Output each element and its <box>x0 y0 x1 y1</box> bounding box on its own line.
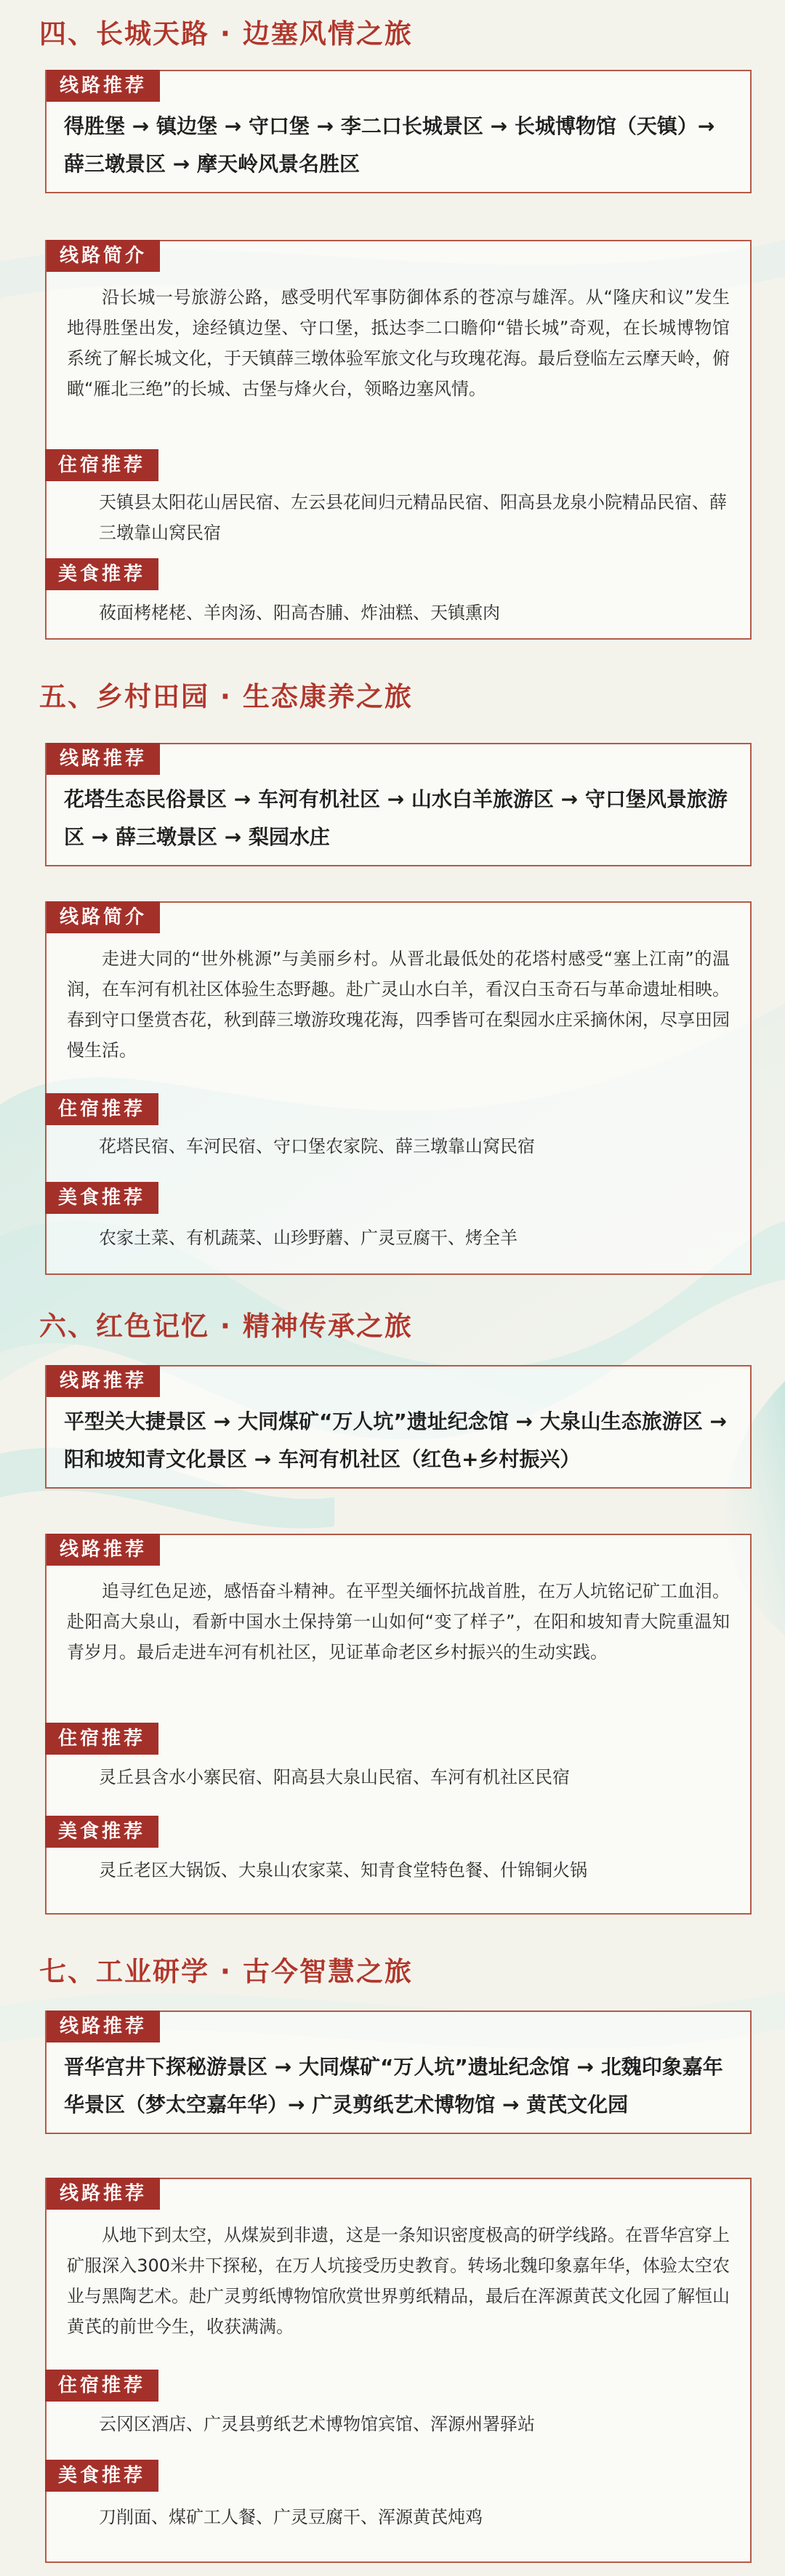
section-title: 七、工业研学 · 古今智慧之旅 <box>39 1956 413 1987</box>
stay-text: 云冈区酒店、广灵县剪纸艺术博物馆宾馆、浑源州署驿站 <box>99 2414 535 2434</box>
route-text: 花塔生态民俗景区 → 车河有机社区 → 山水白羊旅游区 → 守口堡风景旅游区 → 薛三墩景区 → 梨园水庄 <box>64 787 728 849</box>
route-text: 得胜堡 → 镇边堡 → 守口堡 → 李二口长城景区 → 长城博物馆（天镇）→ 薛三墩景区 → 摩天岭风景名胜区 <box>64 114 715 176</box>
food-text: 莜面栲栳栳、羊肉汤、阳高杏脯、炸油糕、天镇熏肉 <box>99 603 500 623</box>
stay-label: 住宿推荐 <box>45 449 158 481</box>
food-text: 灵丘老区大锅饭、大泉山农家菜、知青食堂特色餐、什锦铜火锅 <box>99 1860 587 1880</box>
intro-label: 线路简介 <box>47 240 160 272</box>
stay-label: 住宿推荐 <box>45 2370 158 2402</box>
route-text: 晋华宫井下探秘游景区 → 大同煤矿“万人坑”遗址纪念馆 → 北魏印象嘉年华景区（梦太空嘉年华）→ 广灵剪纸艺术博物馆 → 黄芪文化园 <box>64 2055 723 2117</box>
intro-text: 追寻红色足迹，感悟奋斗精神。在平型关缅怀抗战首胜，在万人坑铭记矿工血泪。赴阳高大泉山，看新中国水土保持第一山如何“变了样子”，在阳和坡知青大院重温知青岁月。最后走进车河有机社区，见证革命老区乡村振兴的生动实践。 <box>67 1581 730 1662</box>
info-box <box>45 240 752 640</box>
intro-text: 走进大同的“世外桃源”与美丽乡村。从晋北最低处的花塔村感受“塞上江南”的温润，在车河有机社区体验生态野趣。赴广灵山水白羊，看汉白玉奇石与革命遗址相映。春到守口堡赏杏花，秋到薛三墩游玫瑰花海，四季皆可在梨园水庄采摘休闲，尽享田园慢生活。 <box>67 949 730 1060</box>
section-title: 五、乡村田园 · 生态康养之旅 <box>39 681 413 712</box>
food-label: 美食推荐 <box>45 2460 158 2492</box>
stay-label: 住宿推荐 <box>45 1093 158 1125</box>
info-box <box>45 901 752 1275</box>
intro-label: 线路推荐 <box>47 1534 160 1566</box>
food-label: 美食推荐 <box>45 1182 158 1214</box>
info-box <box>45 2178 752 2563</box>
section-title: 六、红色记忆 · 精神传承之旅 <box>39 1311 413 1342</box>
food-text: 农家土菜、有机蔬菜、山珍野蘑、广灵豆腐干、烤全羊 <box>99 1228 518 1248</box>
stay-label: 住宿推荐 <box>45 1723 158 1755</box>
route-label: 线路推荐 <box>47 70 160 102</box>
route-text: 平型关大捷景区 → 大同煤矿“万人坑”遗址纪念馆 → 大泉山生态旅游区 → 阳和坡知青文化景区 → 车河有机社区（红色+乡村振兴） <box>64 1409 727 1471</box>
food-text: 刀削面、煤矿工人餐、广灵豆腐干、浑源黄芪炖鸡 <box>99 2507 483 2527</box>
route-label: 线路推荐 <box>47 2011 160 2042</box>
intro-label: 线路推荐 <box>47 2178 160 2210</box>
stay-text: 花塔民宿、车河民宿、守口堡农家院、薛三墩靠山窝民宿 <box>99 1136 535 1156</box>
info-box <box>45 1534 752 1915</box>
route-label: 线路推荐 <box>47 743 160 775</box>
stay-text: 灵丘县含水小寨民宿、阳高县大泉山民宿、车河有机社区民宿 <box>99 1767 570 1787</box>
route-box <box>45 2011 752 2134</box>
intro-label: 线路简介 <box>47 901 160 933</box>
intro-text: 沿长城一号旅游公路，感受明代军事防御体系的苍凉与雄浑。从“隆庆和议”发生地得胜堡出发，途经镇边堡、守口堡，抵达李二口瞻仰“错长城”奇观，在长城博物馆系统了解长城文化，于天镇薛三墩体验军旅文化与玫瑰花海。最后登临左云摩天岭，俯瞰“雁北三绝”的长城、古堡与烽火台，领略边塞风情。 <box>67 287 730 399</box>
food-label: 美食推荐 <box>45 558 158 590</box>
route-label: 线路推荐 <box>47 1365 160 1397</box>
section-title: 四、长城天路 · 边塞风情之旅 <box>39 18 413 49</box>
route-box <box>45 743 752 866</box>
food-label: 美食推荐 <box>45 1816 158 1848</box>
route-box <box>45 70 752 193</box>
intro-text: 从地下到太空，从煤炭到非遗，这是一条知识密度极高的研学线路。在晋华宫穿上矿服深入300米井下探秘，在万人坑接受历史教育。转场北魏印象嘉年华，体验太空农业与黑陶艺术。赴广灵剪纸博物馆欣赏世界剪纸精品，最后在浑源黄芪文化园了解恒山黄芪的前世今生，收获满满。 <box>67 2225 730 2337</box>
stay-text: 天镇县太阳花山居民宿、左云县花间归元精品民宿、阳高县龙泉小院精品民宿、薛三墩靠山窝民宿 <box>99 492 727 543</box>
route-box <box>45 1365 752 1489</box>
